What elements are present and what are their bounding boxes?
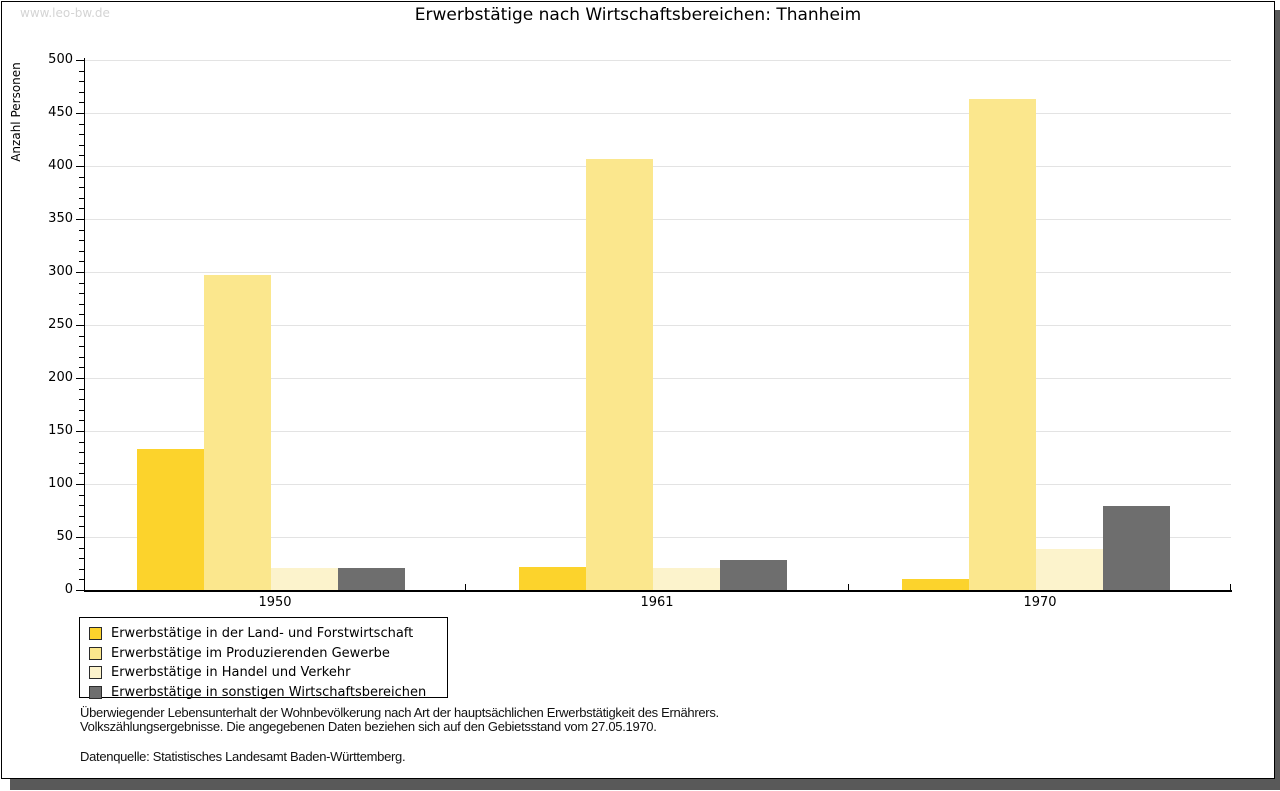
bar [338,568,405,590]
y-axis-line [84,58,85,590]
gridline [84,113,1231,114]
legend-item [89,683,447,703]
legend-swatch-land-forstwirtschaft [89,627,102,640]
y-axis-tick [76,113,84,114]
bar [653,568,720,590]
bar [137,449,204,590]
legend-item [89,644,447,664]
y-axis-tick [76,60,84,61]
bar [586,159,653,590]
bar [902,579,969,590]
footer-note-line1: Überwiegender Lebensunterhalt der Wohnbevölkerung nach Art der hauptsächlichen Erwerbstätigkeit des Ernährers. [80,705,719,720]
y-tick-label: 0 [64,582,73,597]
x-tick-label: 1950 [258,595,292,610]
y-tick-label: 400 [48,158,73,173]
bar [1036,549,1103,590]
bar [271,568,338,590]
legend-swatch-sonstige [89,686,102,699]
chart-title: Erwerbstätige nach Wirtschaftsbereichen: Thanheim [414,5,862,25]
legend-label: Erwerbstätige im Produzierenden Gewerbe [111,645,390,661]
y-axis-tick [76,219,84,220]
legend-swatch-produzierendes-gewerbe [89,647,102,660]
watermark: www.leo-bw.de [20,6,110,20]
y-tick-label: 250 [48,317,73,332]
y-tick-label: 100 [48,476,73,491]
legend-item [89,663,447,683]
x-axis-line [84,590,1232,592]
y-axis-tick [76,325,84,326]
y-axis-tick [76,166,84,167]
y-axis-tick [76,378,84,379]
legend-label: Erwerbstätige in sonstigen Wirtschaftsbereichen [111,684,427,700]
legend-label: Erwerbstätige in der Land- und Forstwirtschaft [111,626,414,642]
legend-item [89,624,447,644]
bar [204,275,271,590]
bar [1103,506,1170,590]
legend-label: Erwerbstätige in Handel und Verkehr [111,665,351,681]
footer-source: Datenquelle: Statistisches Landesamt Baden-Württemberg. [80,749,406,764]
y-tick-label: 350 [48,211,73,226]
x-tick-label: 1970 [1023,595,1057,610]
y-axis-tick [76,431,84,432]
y-tick-label: 150 [48,423,73,438]
bar [969,99,1036,590]
bar [519,567,586,590]
gridline [84,166,1231,167]
x-tick-label: 1961 [640,595,674,610]
gridline [84,60,1231,61]
y-axis-tick [76,590,84,591]
y-tick-label: 200 [48,370,73,385]
gridline [84,272,1231,273]
y-tick-label: 500 [48,52,73,67]
y-axis-tick [76,537,84,538]
gridline [84,219,1231,220]
footer-note-line2: Volkszählungsergebnisse. Die angegebenen Daten beziehen sich auf den Gebietsstand vom 27.05.1970. [80,719,657,734]
y-tick-label: 450 [48,105,73,120]
y-axis-tick [76,272,84,273]
legend-swatch-handel-verkehr [89,666,102,679]
y-axis-label: Anzahl Personen [9,62,23,162]
footer-note [80,706,719,734]
y-tick-label: 50 [56,529,73,544]
y-axis-tick [76,484,84,485]
bar [720,560,787,590]
y-tick-label: 300 [48,264,73,279]
legend [79,617,448,698]
